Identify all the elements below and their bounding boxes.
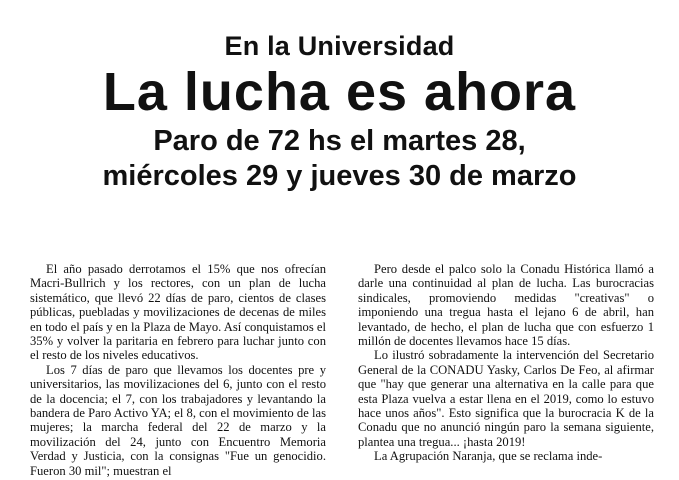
headline: La lucha es ahora	[102, 62, 577, 122]
kicker: En la Universidad	[224, 31, 455, 61]
paragraph: Lo ilustró sobradamente la intervención del Secretario General de la CONADU Yasky, Carlos De Feo, al afirmar que "hay que generar una alternativa en la calle para que esta Plaza vuelva a estar llena en el 2019, como lo estuvo hace unos años". Esto significa que la burocracia K de la Conadu que no anunció ningún paro la semana siguiente, plantea una tregua... ¡hasta 2019!	[358, 348, 654, 449]
paragraph: El año pasado derrotamos el 15% que nos ofrecían Macri-Bullrich y los rectores, con un plan de lucha sistemático, que llevó 22 días de paro, cientos de clases públicas, puebladas y movilizaciones de decenas de miles en todo el país y en la Plaza de Mayo. Así conquistamos el 35% y volver la paritaria en febrero para luchar junto con el resto de los niveles educativos.	[30, 262, 326, 363]
subhead-line: miércoles 29 y jueves 30 de marzo	[102, 160, 577, 192]
article-column-left	[30, 262, 326, 478]
subhead-line: Paro de 72 hs el martes 28,	[153, 125, 526, 157]
paragraph: Los 7 días de paro que llevamos los docentes pre y universitarios, las movilizaciones del 6, junto con el resto de la docencia; el 7, con los trabajadores y levantando la bandera de Paro Activo YA; el 8, con el movimiento de las mujeres; la marcha federal del 22 de marzo y la movilización del 24, junto con Encuentro Memoria Verdad y Justicia, con la consignas "Fue un genocidio. Fueron 30 mil"; muestran el	[30, 362, 326, 478]
article-column-right	[358, 262, 654, 464]
paragraph: Pero desde el palco solo la Conadu Histórica llamó a darle una continuidad al plan de lucha. Las burocracias sindicales, promoviendo medidas "creativas" o imponiendo una tregua hasta el lejano 6 de abril, han levantado, de hecho, el plan de lucha que con esfuerzo 1 millón de docentes llevamos hace 15 días.	[358, 262, 654, 349]
subheadline	[0, 124, 679, 194]
paragraph: La Agrupación Naranja, que se reclama inde-	[374, 449, 603, 464]
